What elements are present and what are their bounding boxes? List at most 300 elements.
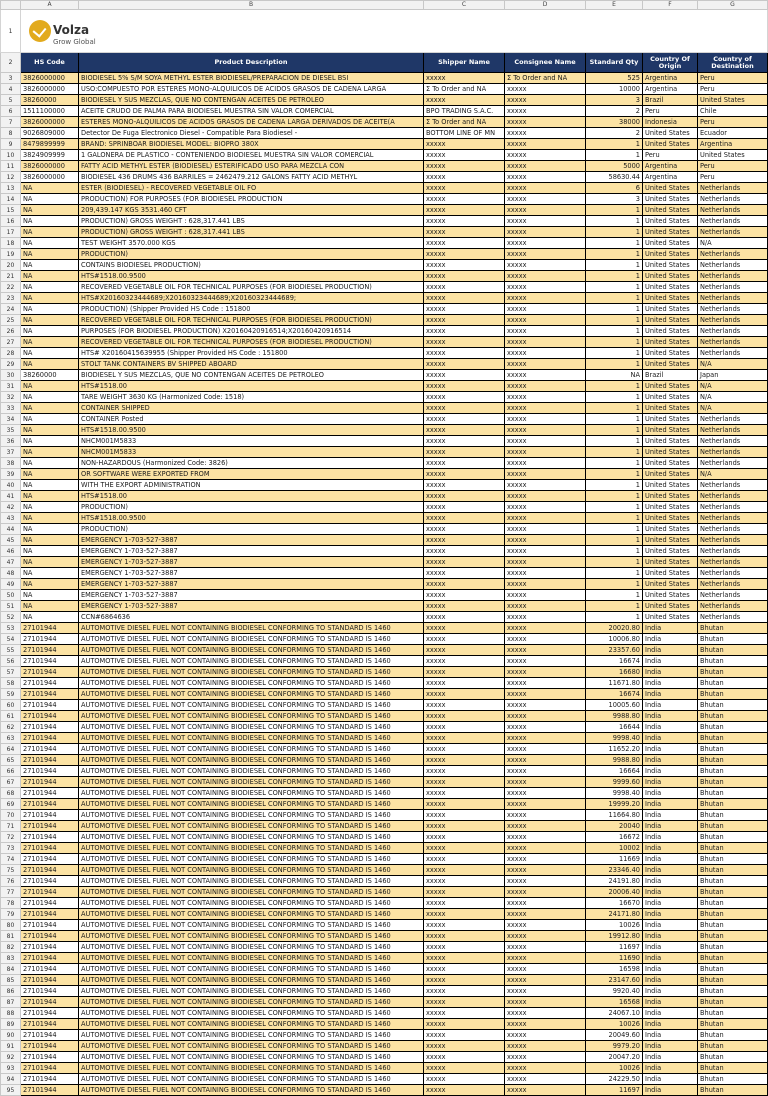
consignee-name-cell[interactable]: xxxxx — [505, 447, 586, 458]
hs-code-cell[interactable]: 38260000 — [21, 95, 79, 106]
country-of-destination-cell[interactable]: Bhutan — [698, 634, 768, 645]
column-header-a[interactable]: A — [21, 1, 79, 10]
country-of-destination-cell[interactable]: Netherlands — [698, 271, 768, 282]
consignee-name-cell[interactable]: xxxxx — [505, 436, 586, 447]
country-of-destination-cell[interactable]: Netherlands — [698, 216, 768, 227]
country-of-origin-cell[interactable]: Argentina — [643, 84, 698, 95]
country-of-origin-cell[interactable]: India — [643, 953, 698, 964]
country-of-destination-cell[interactable]: Bhutan — [698, 909, 768, 920]
row-number[interactable]: 95 — [1, 1085, 21, 1096]
standard-qty-cell[interactable]: 10000 — [586, 84, 643, 95]
product-description-cell[interactable]: PRODUCTION) (Shipper Provided HS Code : 151800 — [79, 304, 424, 315]
hs-code-cell[interactable]: 27101944 — [21, 766, 79, 777]
country-of-origin-cell[interactable]: India — [643, 887, 698, 898]
shipper-name-cell[interactable]: xxxxx — [424, 744, 505, 755]
row-number[interactable]: 4 — [1, 84, 21, 95]
hs-code-cell[interactable]: 27101944 — [21, 843, 79, 854]
hs-code-cell[interactable]: NA — [21, 249, 79, 260]
product-description-cell[interactable]: EMERGENCY 1-703-527-3887 — [79, 601, 424, 612]
shipper-name-cell[interactable]: Σ To Order and NA — [424, 84, 505, 95]
consignee-name-cell[interactable]: xxxxx — [505, 1008, 586, 1019]
shipper-name-cell[interactable]: xxxxx — [424, 931, 505, 942]
row-number[interactable]: 20 — [1, 260, 21, 271]
country-of-destination-cell[interactable]: Bhutan — [698, 810, 768, 821]
row-number[interactable]: 80 — [1, 920, 21, 931]
row-number[interactable]: 18 — [1, 238, 21, 249]
product-description-cell[interactable]: ACEITE CRUDO DE PALMA PARA BIODIESEL MUESTRA SIN VALOR COMERCIAL — [79, 106, 424, 117]
country-of-origin-cell[interactable]: United States — [643, 546, 698, 557]
standard-qty-cell[interactable]: 1 — [586, 436, 643, 447]
country-of-origin-cell[interactable]: Peru — [643, 150, 698, 161]
standard-qty-cell[interactable]: 20040 — [586, 821, 643, 832]
product-description-cell[interactable]: AUTOMOTIVE DIESEL FUEL NOT CONTAINING BIODIESEL CONFORMING TO STANDARD IS 1460 — [79, 711, 424, 722]
consignee-name-cell[interactable]: xxxxx — [505, 766, 586, 777]
shipper-name-cell[interactable]: xxxxx — [424, 480, 505, 491]
shipper-name-cell[interactable]: xxxxx — [424, 502, 505, 513]
row-number[interactable]: 46 — [1, 546, 21, 557]
country-of-origin-cell[interactable]: United States — [643, 513, 698, 524]
shipper-name-cell[interactable]: xxxxx — [424, 1052, 505, 1063]
hs-code-cell[interactable]: 3824909999 — [21, 150, 79, 161]
product-description-cell[interactable]: PRODUCTION) — [79, 524, 424, 535]
hs-code-cell[interactable]: NA — [21, 458, 79, 469]
hs-code-cell[interactable]: NA — [21, 469, 79, 480]
standard-qty-cell[interactable]: 9988.80 — [586, 711, 643, 722]
country-of-destination-cell[interactable]: Netherlands — [698, 447, 768, 458]
shipper-name-cell[interactable]: xxxxx — [424, 403, 505, 414]
product-description-cell[interactable]: STOLT TANK CONTAINERS BV SHIPPED ABOARD — [79, 359, 424, 370]
row-number[interactable]: 67 — [1, 777, 21, 788]
country-of-destination-cell[interactable]: Ecuador — [698, 128, 768, 139]
shipper-name-cell[interactable]: Σ To Order and NA — [424, 117, 505, 128]
standard-qty-cell[interactable]: NA — [586, 370, 643, 381]
consignee-name-cell[interactable]: xxxxx — [505, 700, 586, 711]
consignee-name-cell[interactable]: xxxxx — [505, 931, 586, 942]
shipper-name-cell[interactable]: xxxxx — [424, 1008, 505, 1019]
standard-qty-cell[interactable]: 1 — [586, 612, 643, 623]
consignee-name-cell[interactable]: xxxxx — [505, 513, 586, 524]
country-of-origin-cell[interactable]: United States — [643, 271, 698, 282]
country-of-destination-cell[interactable]: N/A — [698, 359, 768, 370]
hs-code-cell[interactable]: NA — [21, 557, 79, 568]
hs-code-cell[interactable]: 27101944 — [21, 865, 79, 876]
row-number[interactable]: 57 — [1, 667, 21, 678]
country-of-origin-cell[interactable]: India — [643, 799, 698, 810]
hs-code-cell[interactable]: NA — [21, 293, 79, 304]
hs-code-cell[interactable]: NA — [21, 436, 79, 447]
standard-qty-cell[interactable]: 1 — [586, 381, 643, 392]
country-of-destination-cell[interactable]: Japan — [698, 370, 768, 381]
country-of-origin-cell[interactable]: United States — [643, 579, 698, 590]
product-description-cell[interactable]: ESTERES MONO-ALQUILICOS DE ACIDOS GRASOS DE CADENA LARGA DERIVADOS DE ACEITE(A — [79, 117, 424, 128]
country-of-destination-cell[interactable]: Bhutan — [698, 997, 768, 1008]
shipper-name-cell[interactable]: xxxxx — [424, 73, 505, 84]
product-description-cell[interactable]: HTS#1518.00.9500 — [79, 513, 424, 524]
product-description-cell[interactable]: AUTOMOTIVE DIESEL FUEL NOT CONTAINING BIODIESEL CONFORMING TO STANDARD IS 1460 — [79, 689, 424, 700]
standard-qty-cell[interactable]: 1 — [586, 260, 643, 271]
shipper-name-cell[interactable]: xxxxx — [424, 667, 505, 678]
product-description-cell[interactable]: AUTOMOTIVE DIESEL FUEL NOT CONTAINING BIODIESEL CONFORMING TO STANDARD IS 1460 — [79, 821, 424, 832]
product-description-cell[interactable]: PRODUCTION) FOR PURPOSES (FOR BIODIESEL PRODUCTION — [79, 194, 424, 205]
shipper-name-cell[interactable]: xxxxx — [424, 997, 505, 1008]
standard-qty-cell[interactable]: 10006.80 — [586, 634, 643, 645]
shipper-name-cell[interactable]: xxxxx — [424, 711, 505, 722]
standard-qty-cell[interactable]: 1 — [586, 425, 643, 436]
product-description-cell[interactable]: AUTOMOTIVE DIESEL FUEL NOT CONTAINING BIODIESEL CONFORMING TO STANDARD IS 1460 — [79, 777, 424, 788]
shipper-name-cell[interactable]: xxxxx — [424, 546, 505, 557]
hs-code-cell[interactable]: NA — [21, 238, 79, 249]
product-description-cell[interactable]: 209,439.147 KGS 3531.460 CFT — [79, 205, 424, 216]
row-number[interactable]: 2 — [1, 53, 21, 73]
product-description-cell[interactable]: HTS#1518.00.9500 — [79, 271, 424, 282]
standard-qty-cell[interactable]: 9988.80 — [586, 755, 643, 766]
hs-code-cell[interactable]: NA — [21, 579, 79, 590]
standard-qty-cell[interactable]: 2 — [586, 128, 643, 139]
row-number[interactable]: 6 — [1, 106, 21, 117]
consignee-name-cell[interactable]: xxxxx — [505, 832, 586, 843]
hs-code-cell[interactable]: 27101944 — [21, 722, 79, 733]
product-description-cell[interactable]: AUTOMOTIVE DIESEL FUEL NOT CONTAINING BIODIESEL CONFORMING TO STANDARD IS 1460 — [79, 942, 424, 953]
hs-code-cell[interactable]: 27101944 — [21, 744, 79, 755]
consignee-name-cell[interactable]: xxxxx — [505, 403, 586, 414]
standard-qty-cell[interactable]: 2 — [586, 106, 643, 117]
standard-qty-cell[interactable]: 9979.20 — [586, 1041, 643, 1052]
country-of-destination-cell[interactable]: Netherlands — [698, 425, 768, 436]
country-of-destination-cell[interactable]: Bhutan — [698, 1041, 768, 1052]
hs-code-cell[interactable]: 27101944 — [21, 898, 79, 909]
consignee-name-cell[interactable]: xxxxx — [505, 788, 586, 799]
product-description-cell[interactable]: BRAND: SPRINBOAR BIODIESEL MODEL: BIOPRO 380X — [79, 139, 424, 150]
row-number[interactable]: 24 — [1, 304, 21, 315]
country-of-origin-cell[interactable]: Argentina — [643, 172, 698, 183]
consignee-name-cell[interactable]: xxxxx — [505, 975, 586, 986]
standard-qty-cell[interactable]: 9998.40 — [586, 733, 643, 744]
row-number[interactable]: 34 — [1, 414, 21, 425]
row-number[interactable]: 44 — [1, 524, 21, 535]
product-description-cell[interactable]: TEST WEIGHT 3570.000 KGS — [79, 238, 424, 249]
country-of-origin-cell[interactable]: United States — [643, 128, 698, 139]
consignee-name-cell[interactable]: xxxxx — [505, 227, 586, 238]
row-number[interactable]: 55 — [1, 645, 21, 656]
row-number[interactable]: 23 — [1, 293, 21, 304]
country-of-origin-cell[interactable]: India — [643, 909, 698, 920]
country-of-destination-cell[interactable]: Bhutan — [698, 623, 768, 634]
country-of-origin-cell[interactable]: India — [643, 788, 698, 799]
hs-code-cell[interactable]: 27101944 — [21, 1085, 79, 1096]
row-number[interactable]: 5 — [1, 95, 21, 106]
country-of-origin-cell[interactable]: United States — [643, 447, 698, 458]
country-of-destination-cell[interactable]: Netherlands — [698, 260, 768, 271]
country-of-origin-cell[interactable]: United States — [643, 304, 698, 315]
hs-code-cell[interactable]: NA — [21, 392, 79, 403]
country-of-origin-cell[interactable]: United States — [643, 249, 698, 260]
product-description-cell[interactable]: AUTOMOTIVE DIESEL FUEL NOT CONTAINING BIODIESEL CONFORMING TO STANDARD IS 1460 — [79, 865, 424, 876]
country-of-origin-cell[interactable]: United States — [643, 590, 698, 601]
product-description-cell[interactable]: CONTAINER SHIPPED — [79, 403, 424, 414]
row-number[interactable]: 28 — [1, 348, 21, 359]
product-description-cell[interactable]: AUTOMOTIVE DIESEL FUEL NOT CONTAINING BIODIESEL CONFORMING TO STANDARD IS 1460 — [79, 744, 424, 755]
country-of-origin-cell[interactable]: United States — [643, 601, 698, 612]
shipper-name-cell[interactable]: xxxxx — [424, 425, 505, 436]
standard-qty-cell[interactable]: 1 — [586, 579, 643, 590]
standard-qty-cell[interactable]: 1 — [586, 150, 643, 161]
country-of-destination-cell[interactable]: Bhutan — [698, 843, 768, 854]
country-of-origin-cell[interactable]: United States — [643, 403, 698, 414]
shipper-name-cell[interactable]: xxxxx — [424, 524, 505, 535]
hs-code-cell[interactable]: NA — [21, 414, 79, 425]
shipper-name-cell[interactable]: xxxxx — [424, 854, 505, 865]
hs-code-cell[interactable]: 27101944 — [21, 1008, 79, 1019]
row-number[interactable]: 60 — [1, 700, 21, 711]
row-number[interactable]: 40 — [1, 480, 21, 491]
standard-qty-cell[interactable]: 525 — [586, 73, 643, 84]
country-of-destination-cell[interactable]: Netherlands — [698, 557, 768, 568]
consignee-name-cell[interactable]: xxxxx — [505, 964, 586, 975]
country-of-destination-cell[interactable]: Bhutan — [698, 711, 768, 722]
product-description-cell[interactable]: BIODIESEL 436 DRUMS 436 BARRILES = 2462479.212 GALONS FATTY ACID METHYL — [79, 172, 424, 183]
standard-qty-cell[interactable]: 5000 — [586, 161, 643, 172]
shipper-name-cell[interactable]: xxxxx — [424, 1063, 505, 1074]
row-number[interactable]: 88 — [1, 1008, 21, 1019]
consignee-name-cell[interactable]: xxxxx — [505, 986, 586, 997]
hs-code-cell[interactable]: 3826000000 — [21, 73, 79, 84]
standard-qty-cell[interactable]: 1 — [586, 238, 643, 249]
country-of-origin-cell[interactable]: United States — [643, 238, 698, 249]
product-description-cell[interactable]: AUTOMOTIVE DIESEL FUEL NOT CONTAINING BIODIESEL CONFORMING TO STANDARD IS 1460 — [79, 964, 424, 975]
row-number[interactable]: 43 — [1, 513, 21, 524]
country-of-destination-cell[interactable]: Bhutan — [698, 854, 768, 865]
product-description-cell[interactable]: AUTOMOTIVE DIESEL FUEL NOT CONTAINING BIODIESEL CONFORMING TO STANDARD IS 1460 — [79, 1063, 424, 1074]
shipper-name-cell[interactable]: xxxxx — [424, 1085, 505, 1096]
shipper-name-cell[interactable]: xxxxx — [424, 458, 505, 469]
consignee-name-cell[interactable]: xxxxx — [505, 502, 586, 513]
product-description-cell[interactable]: AUTOMOTIVE DIESEL FUEL NOT CONTAINING BIODIESEL CONFORMING TO STANDARD IS 1460 — [79, 1008, 424, 1019]
standard-qty-cell[interactable]: 1 — [586, 315, 643, 326]
country-of-origin-cell[interactable]: United States — [643, 568, 698, 579]
column-header-d[interactable]: D — [505, 1, 586, 10]
standard-qty-cell[interactable]: 1 — [586, 414, 643, 425]
standard-qty-cell[interactable]: 23346.40 — [586, 865, 643, 876]
shipper-name-cell[interactable]: xxxxx — [424, 194, 505, 205]
hs-code-cell[interactable]: 27101944 — [21, 645, 79, 656]
row-number[interactable]: 94 — [1, 1074, 21, 1085]
product-description-cell[interactable]: PURPOSES (FOR BIODIESEL PRODUCTION) X20160420916514;X20160420916514 — [79, 326, 424, 337]
standard-qty-cell[interactable]: 1 — [586, 293, 643, 304]
hs-code-cell[interactable]: 27101944 — [21, 733, 79, 744]
product-description-cell[interactable]: HTS#X20160323444689;X20160323444689;X20160323444689; — [79, 293, 424, 304]
shipper-name-cell[interactable]: xxxxx — [424, 733, 505, 744]
country-of-destination-cell[interactable]: Netherlands — [698, 579, 768, 590]
hs-code-cell[interactable]: NA — [21, 590, 79, 601]
header-standard-qty[interactable]: Standard Qty — [586, 53, 643, 73]
consignee-name-cell[interactable]: xxxxx — [505, 139, 586, 150]
product-description-cell[interactable]: AUTOMOTIVE DIESEL FUEL NOT CONTAINING BIODIESEL CONFORMING TO STANDARD IS 1460 — [79, 887, 424, 898]
hs-code-cell[interactable]: 9026809000 — [21, 128, 79, 139]
header-product-description[interactable]: Product Description — [79, 53, 424, 73]
shipper-name-cell[interactable]: xxxxx — [424, 1041, 505, 1052]
hs-code-cell[interactable]: 3826000000 — [21, 172, 79, 183]
shipper-name-cell[interactable]: xxxxx — [424, 832, 505, 843]
country-of-origin-cell[interactable]: Brazil — [643, 370, 698, 381]
country-of-destination-cell[interactable]: United States — [698, 95, 768, 106]
product-description-cell[interactable]: AUTOMOTIVE DIESEL FUEL NOT CONTAINING BIODIESEL CONFORMING TO STANDARD IS 1460 — [79, 953, 424, 964]
standard-qty-cell[interactable]: 23147.60 — [586, 975, 643, 986]
country-of-destination-cell[interactable]: Bhutan — [698, 920, 768, 931]
country-of-destination-cell[interactable]: Bhutan — [698, 722, 768, 733]
country-of-origin-cell[interactable]: India — [643, 843, 698, 854]
country-of-origin-cell[interactable]: India — [643, 777, 698, 788]
consignee-name-cell[interactable]: xxxxx — [505, 799, 586, 810]
shipper-name-cell[interactable]: xxxxx — [424, 568, 505, 579]
hs-code-cell[interactable]: NA — [21, 601, 79, 612]
row-number[interactable]: 50 — [1, 590, 21, 601]
consignee-name-cell[interactable]: xxxxx — [505, 843, 586, 854]
hs-code-cell[interactable]: NA — [21, 403, 79, 414]
country-of-destination-cell[interactable]: N/A — [698, 381, 768, 392]
shipper-name-cell[interactable]: xxxxx — [424, 865, 505, 876]
header-country-of-destination[interactable]: Country of Destination — [698, 53, 768, 73]
country-of-origin-cell[interactable]: India — [643, 634, 698, 645]
shipper-name-cell[interactable]: xxxxx — [424, 656, 505, 667]
consignee-name-cell[interactable]: xxxxx — [505, 524, 586, 535]
standard-qty-cell[interactable]: 11671.80 — [586, 678, 643, 689]
header-hs-code[interactable]: HS Code — [21, 53, 79, 73]
row-number[interactable]: 45 — [1, 535, 21, 546]
country-of-origin-cell[interactable]: India — [643, 689, 698, 700]
consignee-name-cell[interactable]: xxxxx — [505, 744, 586, 755]
hs-code-cell[interactable]: NA — [21, 271, 79, 282]
row-number[interactable]: 37 — [1, 447, 21, 458]
country-of-origin-cell[interactable]: India — [643, 810, 698, 821]
hs-code-cell[interactable]: 3826000000 — [21, 84, 79, 95]
country-of-origin-cell[interactable]: United States — [643, 392, 698, 403]
product-description-cell[interactable]: AUTOMOTIVE DIESEL FUEL NOT CONTAINING BIODIESEL CONFORMING TO STANDARD IS 1460 — [79, 733, 424, 744]
header-shipper-name[interactable]: Shipper Name — [424, 53, 505, 73]
hs-code-cell[interactable]: 27101944 — [21, 1063, 79, 1074]
shipper-name-cell[interactable]: xxxxx — [424, 821, 505, 832]
row-number[interactable]: 74 — [1, 854, 21, 865]
country-of-origin-cell[interactable]: India — [643, 1030, 698, 1041]
standard-qty-cell[interactable]: 16598 — [586, 964, 643, 975]
row-number[interactable]: 82 — [1, 942, 21, 953]
shipper-name-cell[interactable]: xxxxx — [424, 942, 505, 953]
product-description-cell[interactable]: AUTOMOTIVE DIESEL FUEL NOT CONTAINING BIODIESEL CONFORMING TO STANDARD IS 1460 — [79, 645, 424, 656]
country-of-origin-cell[interactable]: India — [643, 656, 698, 667]
product-description-cell[interactable]: AUTOMOTIVE DIESEL FUEL NOT CONTAINING BIODIESEL CONFORMING TO STANDARD IS 1460 — [79, 667, 424, 678]
consignee-name-cell[interactable]: xxxxx — [505, 183, 586, 194]
country-of-destination-cell[interactable]: Bhutan — [698, 788, 768, 799]
country-of-origin-cell[interactable]: India — [643, 722, 698, 733]
consignee-name-cell[interactable]: xxxxx — [505, 491, 586, 502]
standard-qty-cell[interactable]: 11669 — [586, 854, 643, 865]
row-number[interactable]: 49 — [1, 579, 21, 590]
country-of-origin-cell[interactable]: India — [643, 645, 698, 656]
country-of-destination-cell[interactable]: Bhutan — [698, 1008, 768, 1019]
product-description-cell[interactable]: AUTOMOTIVE DIESEL FUEL NOT CONTAINING BIODIESEL CONFORMING TO STANDARD IS 1460 — [79, 909, 424, 920]
country-of-destination-cell[interactable]: Netherlands — [698, 326, 768, 337]
product-description-cell[interactable]: AUTOMOTIVE DIESEL FUEL NOT CONTAINING BIODIESEL CONFORMING TO STANDARD IS 1460 — [79, 799, 424, 810]
standard-qty-cell[interactable]: 11697 — [586, 942, 643, 953]
header-consignee-name[interactable]: Consignee Name — [505, 53, 586, 73]
country-of-origin-cell[interactable]: United States — [643, 414, 698, 425]
shipper-name-cell[interactable]: xxxxx — [424, 909, 505, 920]
standard-qty-cell[interactable]: 11697 — [586, 1085, 643, 1096]
standard-qty-cell[interactable]: 1 — [586, 403, 643, 414]
consignee-name-cell[interactable]: xxxxx — [505, 293, 586, 304]
hs-code-cell[interactable]: NA — [21, 216, 79, 227]
shipper-name-cell[interactable]: xxxxx — [424, 689, 505, 700]
country-of-destination-cell[interactable]: Bhutan — [698, 986, 768, 997]
logo-cell[interactable] — [21, 10, 768, 53]
country-of-origin-cell[interactable]: India — [643, 623, 698, 634]
product-description-cell[interactable]: EMERGENCY 1-703-527-3887 — [79, 546, 424, 557]
product-description-cell[interactable]: CCN#6864636 — [79, 612, 424, 623]
shipper-name-cell[interactable]: xxxxx — [424, 436, 505, 447]
row-number[interactable]: 76 — [1, 876, 21, 887]
country-of-destination-cell[interactable]: Bhutan — [698, 898, 768, 909]
row-number[interactable]: 25 — [1, 315, 21, 326]
shipper-name-cell[interactable]: xxxxx — [424, 216, 505, 227]
country-of-origin-cell[interactable]: India — [643, 876, 698, 887]
hs-code-cell[interactable]: 27101944 — [21, 667, 79, 678]
column-header-f[interactable]: F — [643, 1, 698, 10]
row-number[interactable]: 78 — [1, 898, 21, 909]
row-number[interactable]: 33 — [1, 403, 21, 414]
hs-code-cell[interactable]: 27101944 — [21, 876, 79, 887]
country-of-origin-cell[interactable]: United States — [643, 425, 698, 436]
hs-code-cell[interactable]: NA — [21, 227, 79, 238]
consignee-name-cell[interactable]: xxxxx — [505, 568, 586, 579]
country-of-origin-cell[interactable]: India — [643, 898, 698, 909]
hs-code-cell[interactable]: NA — [21, 183, 79, 194]
country-of-origin-cell[interactable]: Brazil — [643, 95, 698, 106]
row-number[interactable]: 69 — [1, 799, 21, 810]
hs-code-cell[interactable]: 8479899999 — [21, 139, 79, 150]
row-number[interactable]: 56 — [1, 656, 21, 667]
country-of-destination-cell[interactable]: Bhutan — [698, 865, 768, 876]
standard-qty-cell[interactable]: 1 — [586, 216, 643, 227]
row-number[interactable]: 39 — [1, 469, 21, 480]
shipper-name-cell[interactable]: xxxxx — [424, 799, 505, 810]
country-of-origin-cell[interactable]: India — [643, 986, 698, 997]
country-of-destination-cell[interactable]: N/A — [698, 469, 768, 480]
standard-qty-cell[interactable]: 1 — [586, 337, 643, 348]
country-of-destination-cell[interactable]: Bhutan — [698, 1030, 768, 1041]
standard-qty-cell[interactable]: 3 — [586, 194, 643, 205]
product-description-cell[interactable]: BIODIESEL Y SUS MEZCLAS, QUE NO CONTENGAN ACEITES DE PETROLEO — [79, 370, 424, 381]
select-all-corner[interactable] — [1, 1, 21, 10]
country-of-origin-cell[interactable]: United States — [643, 612, 698, 623]
product-description-cell[interactable]: NHCM001M5833 — [79, 447, 424, 458]
product-description-cell[interactable]: EMERGENCY 1-703-527-3887 — [79, 590, 424, 601]
country-of-origin-cell[interactable]: United States — [643, 381, 698, 392]
country-of-destination-cell[interactable]: N/A — [698, 238, 768, 249]
country-of-destination-cell[interactable]: United States — [698, 150, 768, 161]
standard-qty-cell[interactable]: 6 — [586, 183, 643, 194]
consignee-name-cell[interactable]: xxxxx — [505, 337, 586, 348]
hs-code-cell[interactable]: 27101944 — [21, 931, 79, 942]
standard-qty-cell[interactable]: 10005.60 — [586, 700, 643, 711]
hs-code-cell[interactable]: 27101944 — [21, 788, 79, 799]
country-of-origin-cell[interactable]: India — [643, 1019, 698, 1030]
country-of-destination-cell[interactable]: Netherlands — [698, 337, 768, 348]
product-description-cell[interactable]: Detector De Fuga Electronico Diesel - Compatible Para Biodiesel - — [79, 128, 424, 139]
shipper-name-cell[interactable]: xxxxx — [424, 282, 505, 293]
country-of-origin-cell[interactable]: United States — [643, 557, 698, 568]
country-of-destination-cell[interactable]: Bhutan — [698, 689, 768, 700]
shipper-name-cell[interactable]: xxxxx — [424, 359, 505, 370]
consignee-name-cell[interactable]: xxxxx — [505, 953, 586, 964]
